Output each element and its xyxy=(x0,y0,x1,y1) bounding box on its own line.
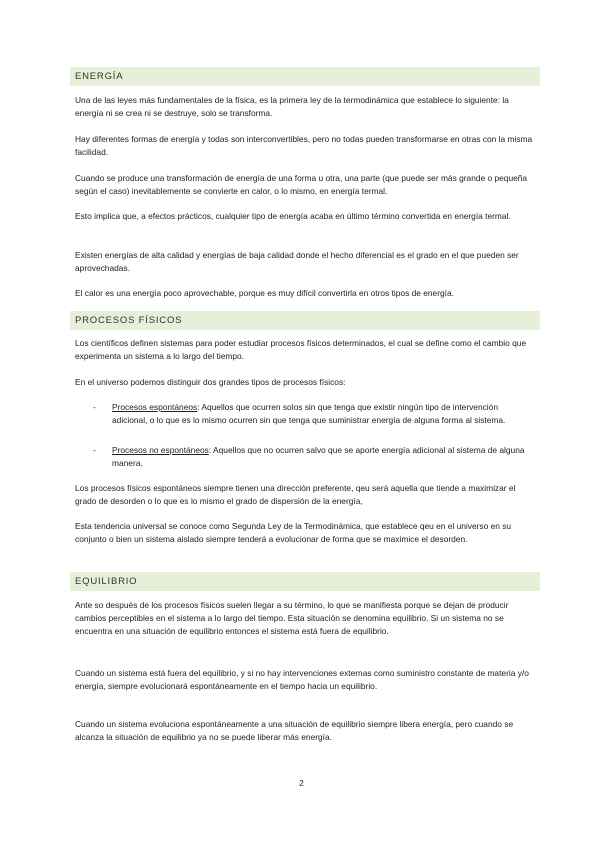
list-item-no-espontaneos xyxy=(112,444,532,470)
paragraph: Hay diferentes formas de energía y todas son interconvertibles, pero no todas pueden transformarse en otras con la misma facilidad. xyxy=(75,134,533,157)
list-bullet: - xyxy=(93,402,96,412)
paragraph: Cuando se produce una transformación de energía de una forma u otra, una parte (que puede ser más grande o pequeña según el caso) inevitablemente se convierte en calor, o lo mismo, en energía termal. xyxy=(75,173,528,196)
list-item-term: Procesos espontáneos xyxy=(112,402,198,412)
list-item-espontaneos xyxy=(112,401,532,427)
paragraph: Los científicos definen sistemas para poder estudiar procesos físicos determinados, el cual se define como el cambio que experimenta un sistema a lo largo del tiempo. xyxy=(75,338,527,361)
paragraph: Los procesos físicos espontáneos siempre tienen una dirección preferente, qeu será aquella que tiende a maximizar el grado de desorden o lo que es lo mismo el grado de dispersión de la energía, xyxy=(75,483,516,506)
paragraph: Una de las leyes más fundamentales de la física, es la primera ley de la termodinámica que establece lo siguiente: la energía ni se crea ni se destruye, solo se transforma. xyxy=(75,95,509,118)
list-item-term: Procesos no espontáneos xyxy=(112,445,209,455)
list-item-text: : Aquellos que ocurren solos sin que tenga que existir ningún tipo de intervención adicional, o lo que es lo mismo ocurren sin que tenga que suministrar energía de alguna forma al sistema. xyxy=(112,402,506,425)
section-heading-procesos: PROCESOS FÍSICOS xyxy=(70,311,540,330)
paragraph: Esto implica que, a efectos prácticos, cualquier tipo de energía acaba en último término convertida en energía termal. xyxy=(75,211,511,221)
paragraph: El calor es una energía poco aprovechable, porque es muy difícil convertirla en otros tipos de energía. xyxy=(75,288,454,298)
page-number: 2 xyxy=(299,778,304,788)
paragraph: En el universo podemos distinguir dos grandes tipos de procesos físicos: xyxy=(75,377,346,387)
list-bullet: - xyxy=(93,445,96,455)
paragraph: Ante so después de los procesos físicos suelen llegar a su término, lo que se manifiesta porque se dejan de producir cambios perceptibles en el sistema a lo largo del tiempo. Esta situación se denomina equilibrio. Si un sistema no se encuentra en una situación de equilibrio entonces el sistema está fuera de equilibrio. xyxy=(75,600,509,636)
section-heading-energia: ENERGÍA xyxy=(70,67,540,86)
paragraph: Existen energías de alta calidad y energías de baja calidad donde el hecho diferencial es el grado en el que pueden ser aprovechadas. xyxy=(75,250,519,273)
list-item-text: : Aquellos que no ocurren salvo que se aporte energía adicional al sistema de alguna manera. xyxy=(112,445,525,468)
paragraph: Cuando un sistema evoluciona espontáneamente a una situación de equilibrio siempre libera energía, pero cuando se alcanza la situación de equilibrio ya no se puede liberar más energía. xyxy=(75,719,514,742)
paragraph: Esta tendencia universal se conoce como Segunda Ley de la Termodinámica, que establece qeu en el universo en su conjunto o bien un sistema aislado siempre tenderá a evolucionar de forma que se maximice el desorden. xyxy=(75,521,512,544)
paragraph: Cuando un sistema está fuera del equilibrio, y si no hay intervenciones externas como suministro constante de materia y/o energía, siempre evolucionará espontáneamente en el tiempo hacia un equilibrio. xyxy=(75,668,529,691)
section-heading-equilibrio: EQUILIBRIO xyxy=(70,572,540,591)
